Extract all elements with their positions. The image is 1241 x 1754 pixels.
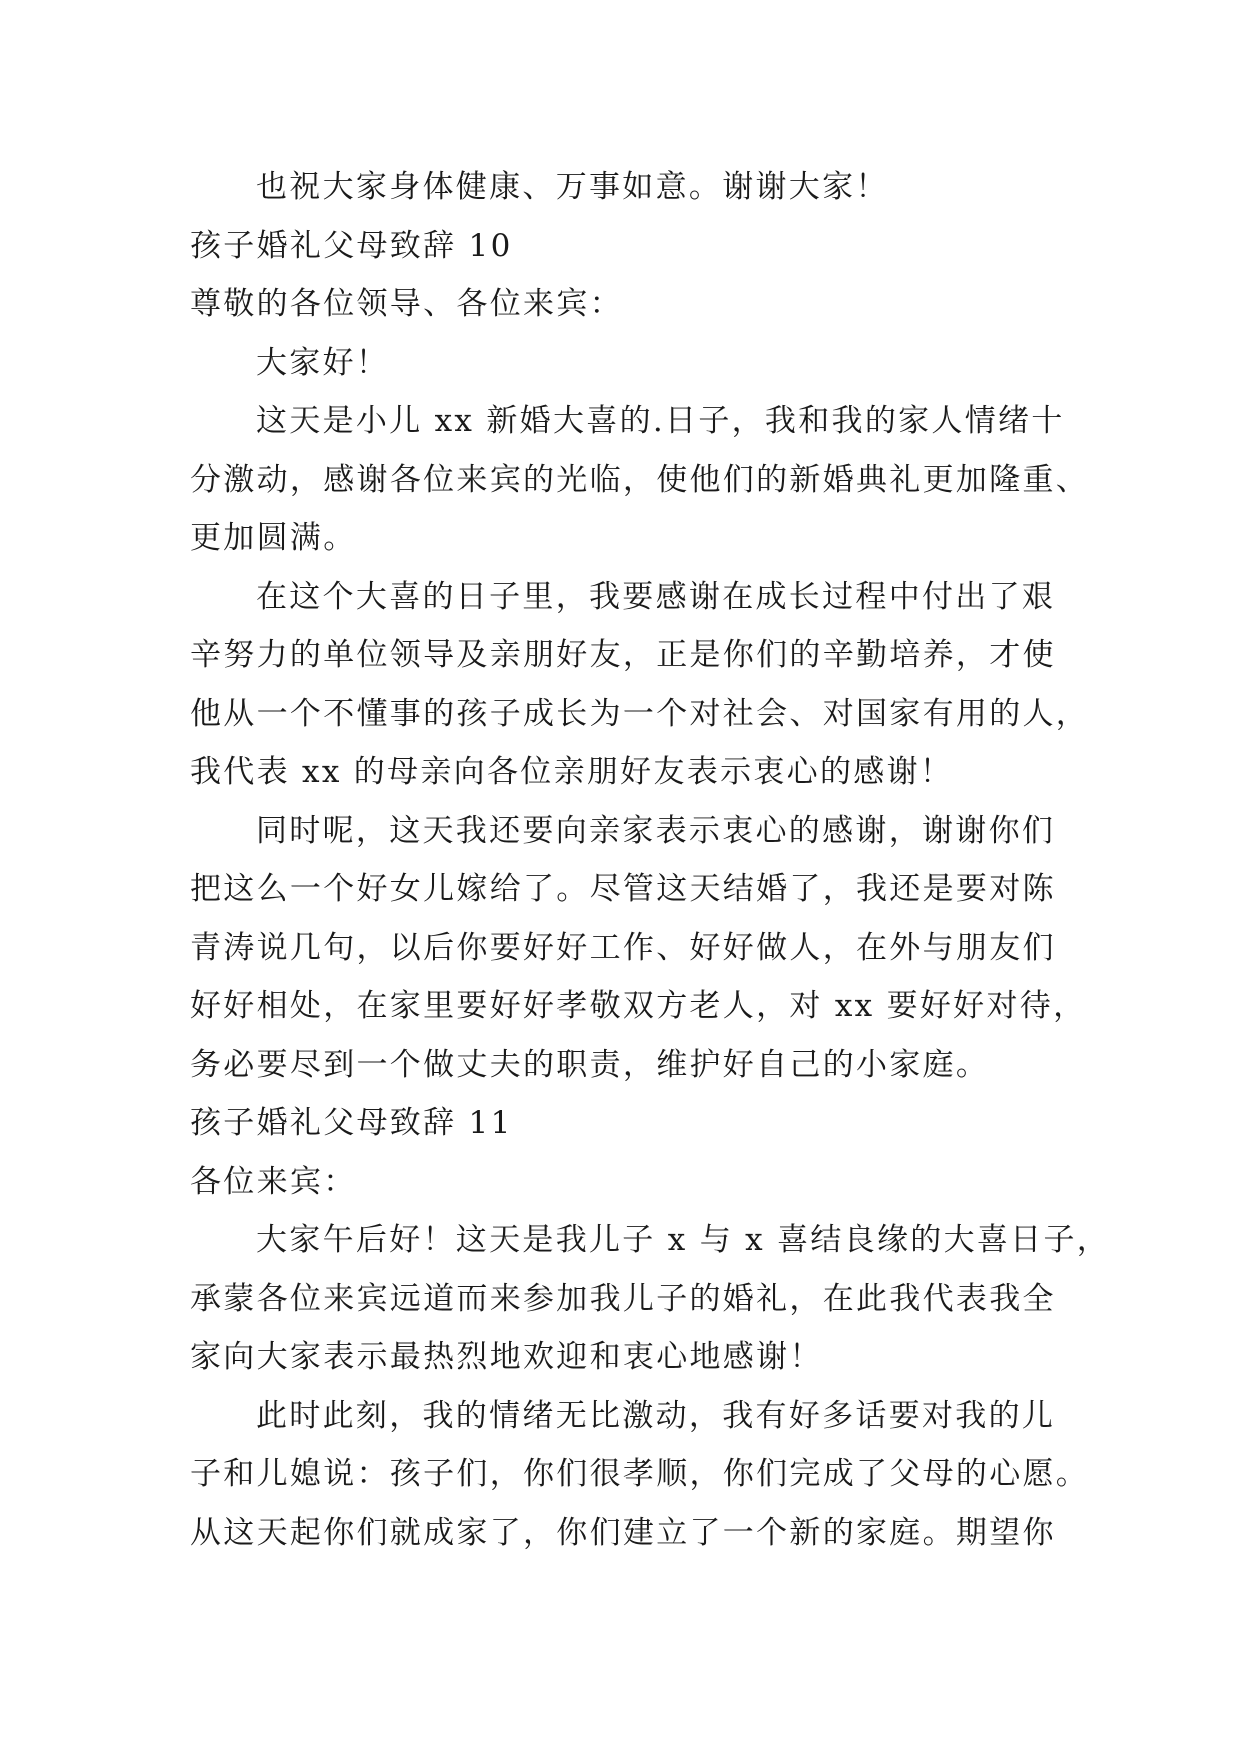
paragraph-line: 他从一个不懂事的孩子成长为一个对社会、对国家有用的人， [190, 695, 1090, 732]
document-body [190, 158, 1111, 1562]
paragraph-line: 大家午后好！这天是我儿子 x 与 x 喜结良缘的大喜日子， [256, 1222, 1111, 1258]
paragraph-line: 也祝大家身体健康、万事如意。谢谢大家！ [256, 169, 889, 205]
paragraph-line: 务必要尽到一个做丈夫的职责，维护好自己的小家庭。 [190, 1046, 990, 1083]
paragraph-line: 青涛说几句，以后你要好好工作、好好做人，在外与朋友们 [190, 929, 1056, 966]
section-heading: 孩子婚礼父母致辞 10 [190, 227, 513, 264]
paragraph-line: 分激动，感谢各位来宾的光临，使他们的新婚典礼更加隆重、 [190, 461, 1090, 498]
paragraph-line: 在这个大喜的日子里，我要感谢在成长过程中付出了艰 [256, 578, 1056, 615]
section-heading: 孩子婚礼父母致辞 11 [190, 1105, 513, 1141]
salutation: 尊敬的各位领导、各位来宾： [190, 286, 623, 322]
paragraph-line: 辛努力的单位领导及亲朋好友，正是你们的辛勤培养，才使 [190, 637, 1056, 673]
paragraph-line: 把这么一个好女儿嫁给了。尽管这天结婚了，我还是要对陈 [190, 871, 1056, 907]
paragraph-line: 这天是小儿 xx 新婚大喜的.日子，我和我的家人情绪十 [256, 403, 1065, 439]
paragraph-line: 更加圆满。 [190, 520, 357, 556]
paragraph-line: 子和儿媳说：孩子们，你们很孝顺，你们完成了父母的心愿。 [190, 1456, 1090, 1492]
paragraph-line: 此时此刻，我的情绪无比激动，我有好多话要对我的儿 [256, 1397, 1056, 1434]
paragraph-line: 好好相处，在家里要好好孝敬双方老人，对 xx 要好好对待， [190, 988, 1087, 1024]
paragraph-line: 从这天起你们就成家了，你们建立了一个新的家庭。期望你 [190, 1514, 1056, 1551]
salutation: 各位来宾： [190, 1163, 357, 1200]
paragraph-line: 我代表 xx 的母亲向各位亲朋好友表示衷心的感谢！ [190, 754, 954, 790]
paragraph-line: 承蒙各位来宾远道而来参加我儿子的婚礼，在此我代表我全 [190, 1280, 1056, 1317]
greeting-line: 大家好！ [256, 344, 390, 381]
paragraph-line: 同时呢，这天我还要向亲家表示衷心的感谢，谢谢你们 [256, 812, 1056, 849]
paragraph-line: 家向大家表示最热烈地欢迎和衷心地感谢！ [190, 1339, 823, 1375]
